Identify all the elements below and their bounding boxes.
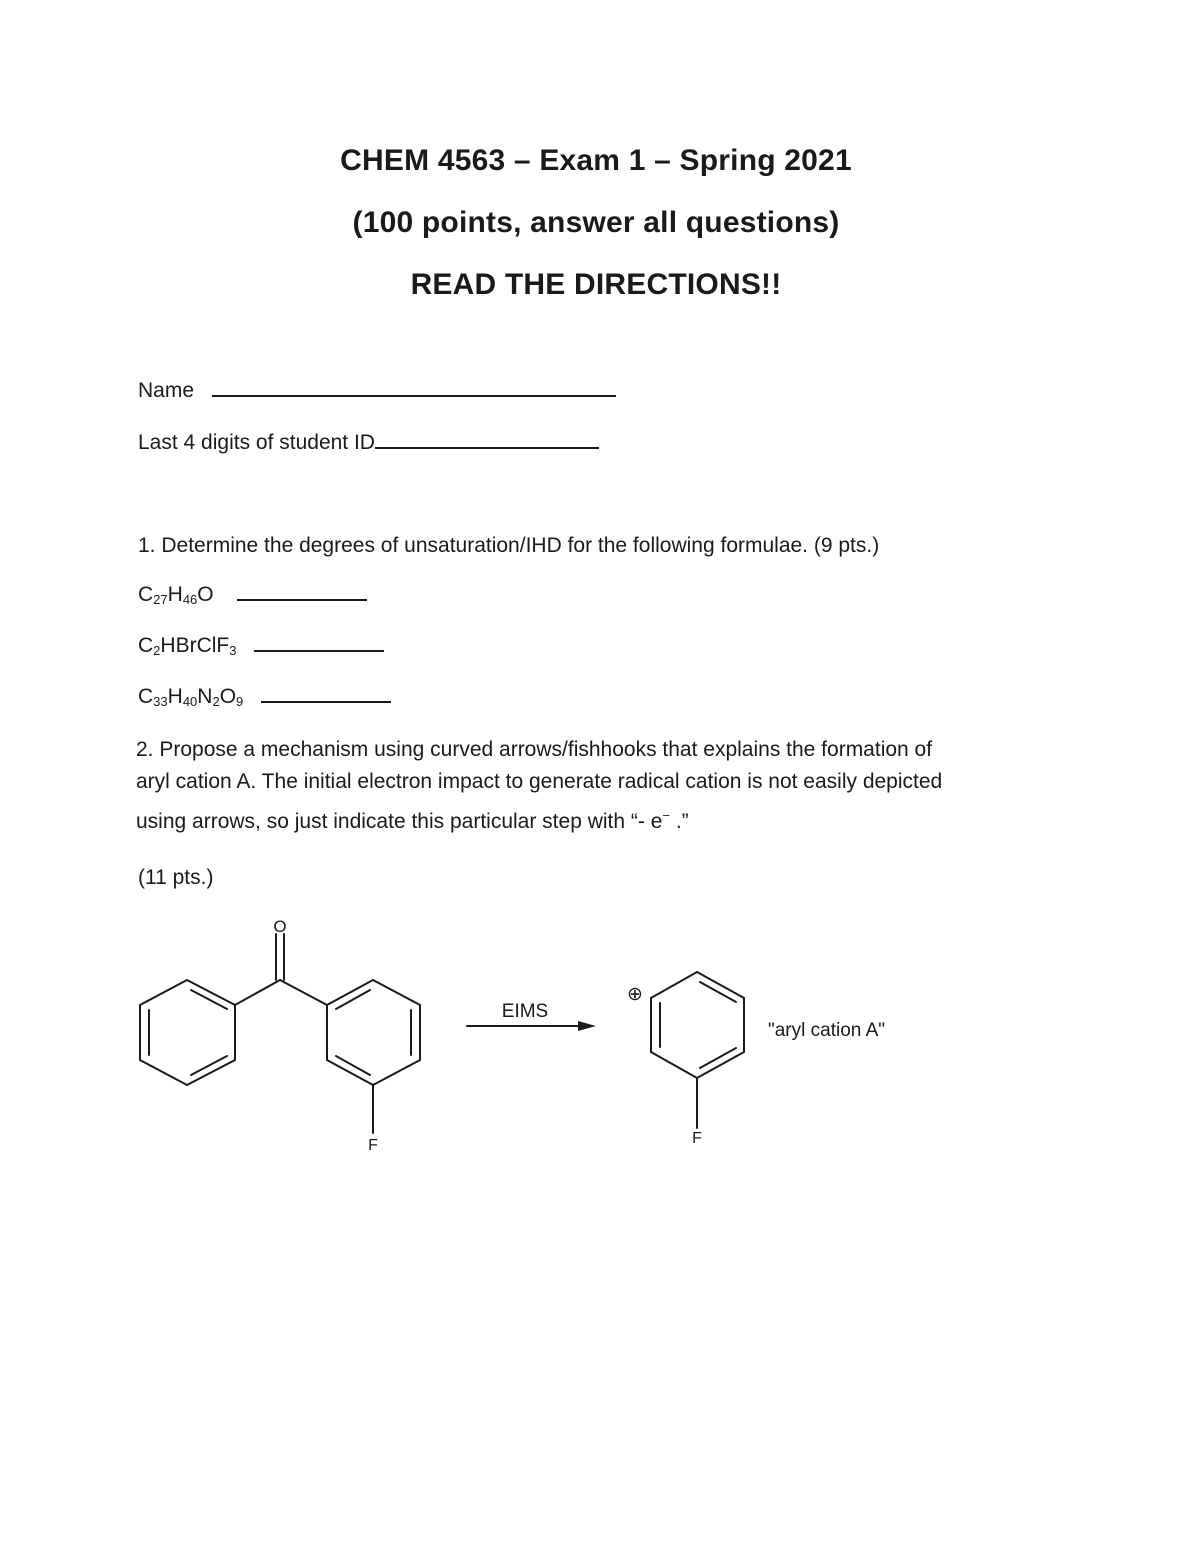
right-fluorophenyl-ring bbox=[327, 980, 420, 1085]
question2-line-3: using arrows, so just indicate this particular step with “- e− .” bbox=[136, 808, 689, 833]
question2-line-1: 2. Propose a mechanism using curved arrows/fishhooks that explains the formation of bbox=[136, 738, 933, 761]
exam-title: CHEM 4563 – Exam 1 – Spring 2021 bbox=[340, 144, 852, 177]
arrow-label-eims: EIMS bbox=[501, 1001, 549, 1022]
exam-subtitle: (100 points, answer all questions) bbox=[352, 206, 840, 239]
name-label: Name bbox=[138, 379, 195, 402]
reaction-arrow-head bbox=[578, 1021, 596, 1031]
student-id-label: Last 4 digits of student ID bbox=[138, 431, 375, 454]
question1-prompt: 1. Determine the degrees of unsaturation/IHD for the following formulae. (9 pts.) bbox=[138, 534, 880, 557]
formula-3: $C_{33}H_{40}N_2O_9$ bbox=[138, 685, 244, 709]
formula-1: $C_{27}H_{46}O$ bbox=[138, 583, 214, 607]
carbonyl-double-bond bbox=[276, 934, 284, 980]
question2-points: (11 pts.) bbox=[138, 866, 214, 889]
formula-2: $C_2HBrClF_3$ bbox=[138, 634, 237, 658]
reactant-fluorine-atom: F bbox=[368, 1137, 378, 1154]
product-aryl-ring bbox=[651, 972, 744, 1078]
reactant-oxygen-atom: O bbox=[273, 917, 287, 936]
positive-charge-icon: ⊕ bbox=[627, 984, 643, 1005]
product-fluorine-atom: F bbox=[692, 1130, 702, 1147]
question2-line-2: aryl cation A. The initial electron impact to generate radical cation is not easily depicted bbox=[136, 770, 943, 793]
exam-directions: READ THE DIRECTIONS!! bbox=[410, 268, 782, 301]
bond-carbonyl-right-ring bbox=[280, 980, 327, 1005]
left-phenyl-ring bbox=[140, 980, 235, 1085]
bond-left-ring-carbonyl bbox=[235, 980, 280, 1005]
product-label: "aryl cation A" bbox=[768, 1020, 885, 1041]
